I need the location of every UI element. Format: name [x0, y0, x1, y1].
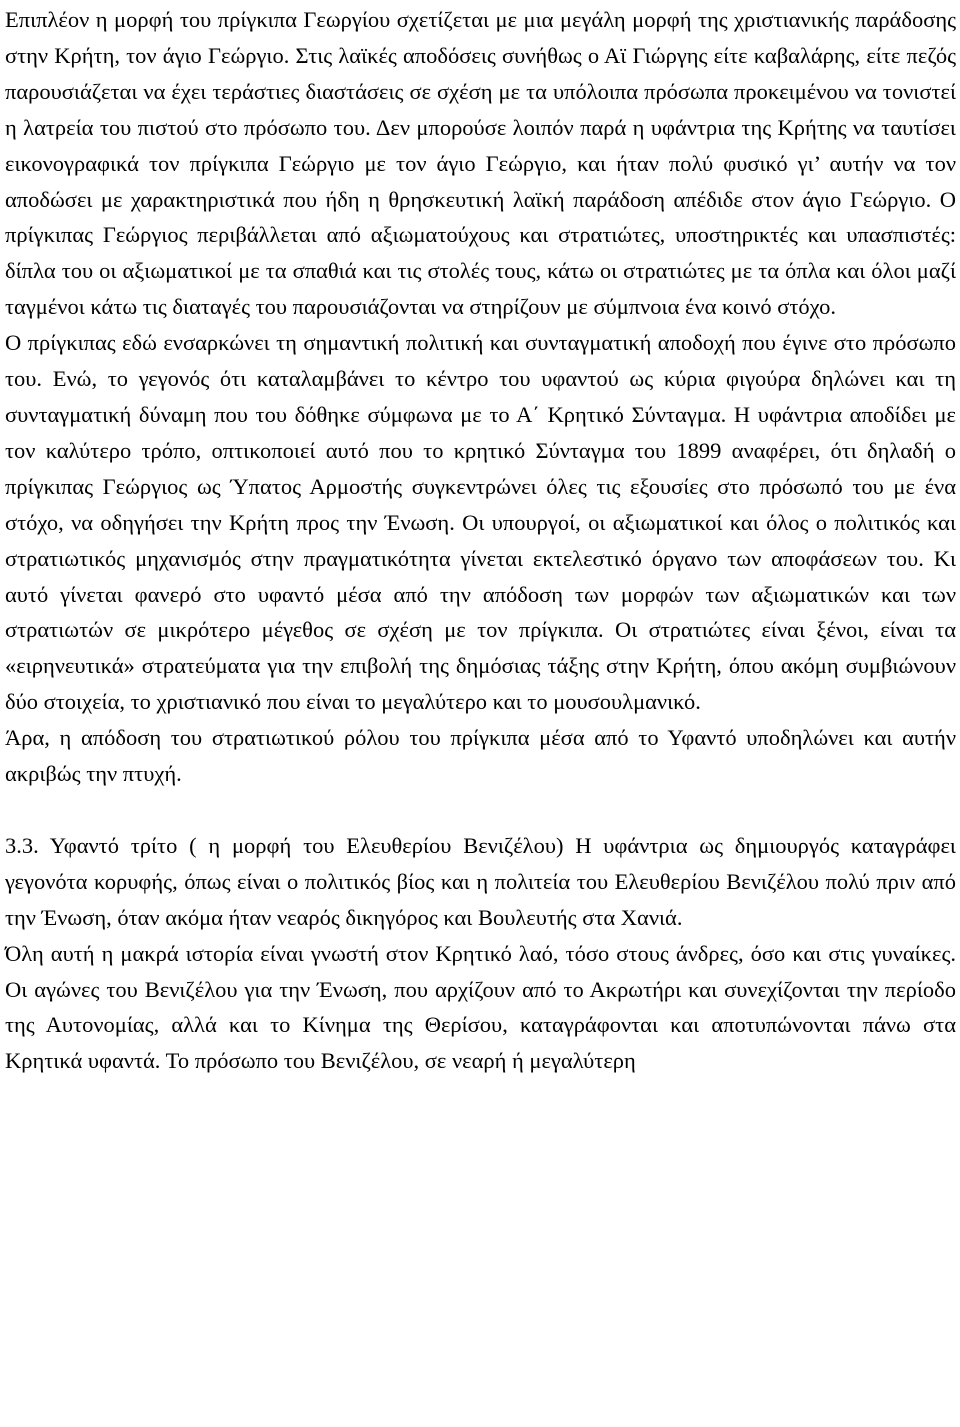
paragraph-section-3-3: 3.3. Υφαντό τρίτο ( η μορφή του Ελευθερίου Βενιζέλου) Η υφάντρια ως δημιουργός καταγράφει γεγονότα κορυφής, όπως είναι ο πολιτικός βίος και η πολιτεία του Ελευθερίου Βενιζέλου πολύ πριν από την Ένωση, όταν ακόμα ήταν νεαρός δικηγόρος και Βουλευτής στα Χανιά. — [5, 832, 956, 930]
paragraph-prince-political-role: Ο πρίγκιπας εδώ ενσαρκώνει τη σημαντική πολιτική και συνταγματική αποδοχή που έγινε στο πρόσωπο του. Ενώ, το γεγονός ότι καταλαμβάνει το κέντρο του υφαντού ως κύρια φιγούρα δηλώνει και τη συνταγματική δύναμη που του δόθηκε σύμφωνα με το Α΄ Κρητικό Σύνταγμα. Η υφάντρια αποδίδει με τον καλύτερο τρόπο, οπτικοποιεί αυτό που το κρητικό Σύνταγμα του 1899 αναφέρει, ότι δηλαδή ο πρίγκιπας Γεώργιος ως Ύπατος Αρμοστής συγκεντρώνει όλες τις εξουσίες στο πρόσωπό του με ένα στόχο, να οδηγήσει την Κρήτη προς την Ένωση. Οι υπουργοί, οι αξιωματικοί και όλος ο πολιτικός και στρατιωτικός μηχανισμός στην πραγματικότητα γίνεται εκτελεστικό όργανο των αποφάσεων του. Κι αυτό γίνεται φανερό στο υφαντό μέσα από την απόδοση των μορφών των αξιωματικών και των στρατιωτών σε μικρότερο μέγεθος σε σχέση με τον πρίγκιπα. Οι στρατιώτες είναι ξένοι, είναι τα «ειρηνευτικά» στρατεύματα για την επιβολή της δημόσιας τάξης στην Κρήτη, όπου ακόμη συμβιώνουν δύο στοιχεία, το χριστιανικό που είναι το μεγαλύτερο και το μουσουλμανικό. — [5, 330, 956, 715]
paragraph-spacer — [5, 792, 956, 828]
paragraph-venizelos-history: Όλη αυτή η μακρά ιστορία είναι γνωστή στον Κρητικό λαό, τόσο στους άνδρες, όσο και στις γυναίκες. Οι αγώνες του Βενιζέλου για την Ένωση, που αρχίζουν από το Ακρωτήρι και συνεχίζονται την περίοδο της Αυτονομίας, αλλά και το Κίνημα της Θερίσου, καταγράφονται και αποτυπώνονται πάνω στα Κρητικά υφαντά. Το πρόσωπο του Βενιζέλου, σε νεαρή ή μεγαλύτερη — [5, 940, 956, 1074]
paragraph-prince-george-saint-george: Επιπλέον η μορφή του πρίγκιπα Γεωργίου σχετίζεται με μια μεγάλη μορφή της χριστιανικής παράδοσης στην Κρήτη, τον άγιο Γεώργιο. Στις λαϊκές αποδόσεις συνήθως ο Αϊ Γιώργης είτε καβαλάρης, είτε πεζός παρουσιάζεται να έχει τεράστιες διαστάσεις σε σχέση με τα υπόλοιπα πρόσωπα προκειμένου να τονιστεί η λατρεία του πιστού στο πρόσωπο του. Δεν μπορούσε λοιπόν παρά η υφάντρια της Κρήτης να ταυτίσει εικονογραφικά τον πρίγκιπα Γεώργιο με τον άγιο Γεώργιο, και ήταν πολύ φυσικό γι’ αυτήν να τον αποδώσει με χαρακτηριστικά που ήδη η θρησκευτική λαϊκή παράδοση απέδιδε στον άγιο Γεώργιο. Ο πρίγκιπας Γεώργιος περιβάλλεται από αξιωματούχους και στρατιώτες, υποστηρικτές και υπασπιστές: δίπλα του οι αξιωματικοί με τα σπαθιά και τις στολές τους, κάτω οι στρατιώτες με τα όπλα και όλοι μαζί ταγμένοι κάτω τις διαταγές του παρουσιάζονται να στηρίζουν με σύμπνοια ένα κοινό στόχο. — [5, 7, 956, 320]
paragraph-military-role: Άρα, η απόδοση του στρατιωτικού ρόλου του πρίγκιπα μέσα από το Υφαντό υποδηλώνει και αυτήν ακριβώς την πτυχή. — [5, 725, 956, 787]
